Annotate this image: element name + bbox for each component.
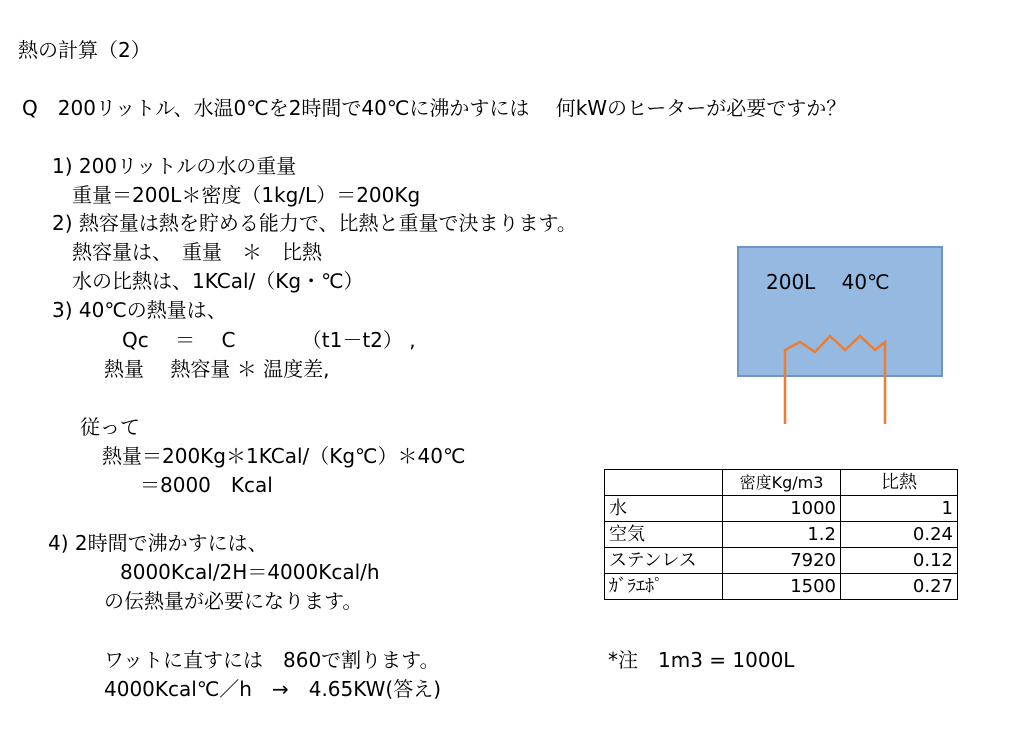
header-cell-density: 密度Kg/m3: [723, 470, 841, 496]
table-row: [605, 496, 958, 522]
tank-label: 200L 40℃: [766, 270, 890, 294]
step3-heading: 3) 40℃の熱量は、: [52, 298, 227, 322]
header-cell-specific-heat: 比熱: [841, 470, 958, 496]
step2-body-heat-capacity: 熱容量は、 重量 ＊ 比熱: [72, 240, 322, 264]
step3-formula-words: 熱量 熱容量 ＊ 温度差,: [104, 357, 330, 381]
density-cell: 1000: [723, 496, 841, 522]
specific-heat-cell: 0.24: [841, 522, 958, 548]
density-cell: 1.2: [723, 522, 841, 548]
density-cell: 7920: [723, 548, 841, 574]
step1-body: 重量＝200L＊密度（1kg/L）＝200Kg: [72, 183, 421, 207]
density-cell: 1500: [723, 574, 841, 600]
step1-heading: 1) 200リットルの水の重量: [52, 154, 297, 178]
specific-heat-cell: 0.27: [841, 574, 958, 600]
calc-line-1: 熱量＝200Kg＊1KCal/（Kg℃）＊40℃: [102, 444, 466, 468]
watt-conversion-note: ワットに直すには 860で割ります。: [104, 648, 440, 672]
material-cell: ステンレス: [605, 548, 723, 574]
table-row: [605, 522, 958, 548]
step4-body-rate: 8000Kcal/2H＝4000Kcal/h: [120, 560, 380, 584]
material-cell: 水: [605, 496, 723, 522]
answer-line: 4000Kcal℃／h → 4.65KW(答え): [104, 677, 442, 701]
therefore-label: 従って: [80, 415, 140, 439]
header-cell-material: [605, 470, 723, 496]
page-title: 熱の計算（2）: [18, 38, 151, 62]
calc-line-2: ＝8000 Kcal: [140, 473, 273, 497]
step4-heading: 4) 2時間で沸かすには、: [48, 531, 268, 555]
question-text: Q 200リットル、水温0℃を2時間で40℃に沸かすには 何kWのヒーターが必要ですか？: [22, 96, 847, 120]
unit-note: *注 1m3 = 1000L: [608, 648, 795, 672]
table-header-row: [605, 470, 958, 496]
step2-heading: 2) 熱容量は熱を貯める能力で、比熱と重量で決まります。: [52, 211, 577, 235]
table-row: [605, 574, 958, 600]
specific-heat-cell: 0.12: [841, 548, 958, 574]
material-cell: 空気: [605, 522, 723, 548]
material-properties-table: [604, 469, 958, 600]
step3-formula: Qc ＝ C （t1－t2） ,: [122, 328, 416, 352]
table-row: [605, 548, 958, 574]
material-cell: ｶﾞﾗｴﾎﾟ: [605, 574, 723, 600]
heater-coil-icon: [770, 320, 900, 430]
heater-wire: [785, 336, 885, 424]
step4-body-required: の伝熱量が必要になります。: [104, 589, 363, 613]
step2-body-specific-heat: 水の比熱は、1KCal/（Kg・℃）: [72, 269, 364, 293]
specific-heat-cell: 1: [841, 496, 958, 522]
